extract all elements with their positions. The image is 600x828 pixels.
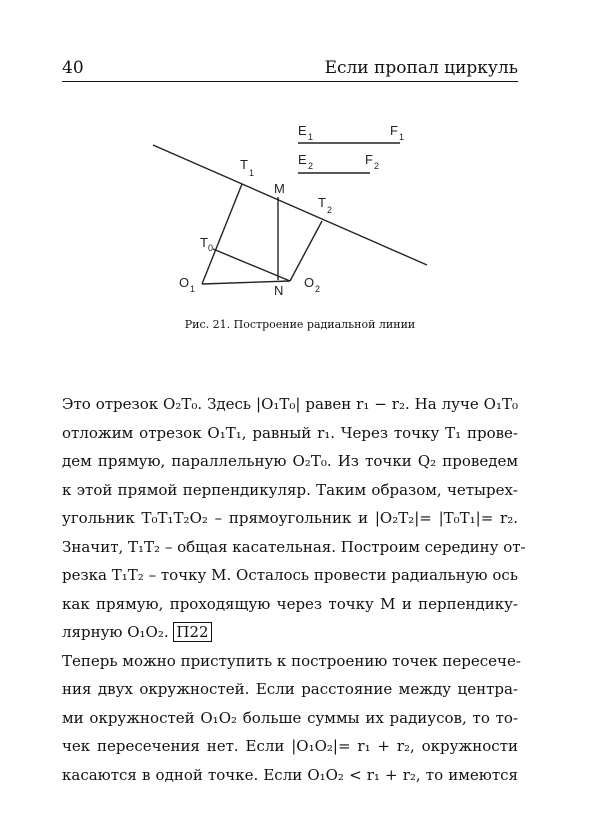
svg-text:T: T [318,195,326,210]
label-o2 [304,275,320,294]
text-line: ния двух окружностей. Если расстояние между центра- [62,680,518,698]
svg-text:1: 1 [308,132,314,142]
text-line: чек пересечения нет. Если |O₁O₂|= r₁ + r₂, окружности [62,737,518,755]
text-line: угольник T₀T₁T₂O₂ – прямоугольник и |O₂T₂|= |T₀T₁|= r₂. [62,509,518,527]
label-t2 [318,195,332,215]
segment-o1-t1 [202,184,242,284]
svg-text:0: 0 [208,243,214,253]
text-line: к этой прямой перпендикуляр. Таким образом, четырех- [62,480,518,499]
text-line-with-reference [62,618,518,647]
svg-text:O: O [304,275,315,290]
svg-text:2: 2 [327,205,333,215]
svg-text:F: F [390,123,398,138]
label-f2 [365,152,379,171]
text-line-content: лярную O₁O₂. [62,623,169,641]
svg-text:2: 2 [374,161,380,171]
text-line: Это отрезок O₂T₀. Здесь |O₁T₀| равен r₁ − r₂. На луче O₁T₀ [62,395,518,413]
segment-o2-t2 [290,221,322,281]
label-t0 [200,235,213,253]
label-t1 [240,157,254,178]
svg-text:1: 1 [249,168,255,178]
svg-text:2: 2 [315,284,321,294]
label-m [274,181,285,196]
body-text [62,390,526,789]
svg-text:T: T [240,157,248,172]
figure-radical-axis [0,0,600,310]
svg-text:N: N [274,283,284,298]
tangent-line [153,145,427,265]
text-line: Теперь можно приступить к построению точек пересече- [62,651,521,670]
page-number: 40 [62,58,84,78]
svg-text:T: T [200,235,208,250]
svg-text:E: E [298,152,307,167]
label-o1 [179,275,195,294]
reference-box: П22 [173,622,211,642]
svg-text:1: 1 [399,132,405,142]
text-line: отложим отрезок O₁T₁, равный r₁. Через точку T₁ прове- [62,423,518,442]
svg-text:F: F [365,152,373,167]
figure-caption: Рис. 21. Построение радиальной линии [184,318,416,331]
svg-text:2: 2 [308,161,314,171]
svg-text:O: O [179,275,190,290]
label-f1 [390,123,404,142]
running-title: Если пропал циркуль [324,58,518,78]
text-line: ми окружностей O₁O₂ больше суммы их радиусов, то то- [62,708,518,727]
text-line: касаются в одной точке. Если O₁O₂ < r₁ + r₂, то имеются [62,765,518,784]
svg-text:M: M [274,181,285,196]
label-e2 [298,152,313,171]
text-line: как прямую, проходящую через точку M и перпендику- [62,594,518,613]
text-line: дем прямую, параллельную O₂T₀. Из точки Q₂ проведем [62,452,518,470]
text-line: резка T₁T₂ – точку M. Осталось провести радиальную ось [62,566,518,584]
svg-text:1: 1 [190,284,196,294]
label-n [274,283,283,298]
label-e1 [298,123,313,142]
svg-text:E: E [298,123,307,138]
text-line: Значит, T₁T₂ – общая касательная. Построим середину от- [62,537,526,556]
